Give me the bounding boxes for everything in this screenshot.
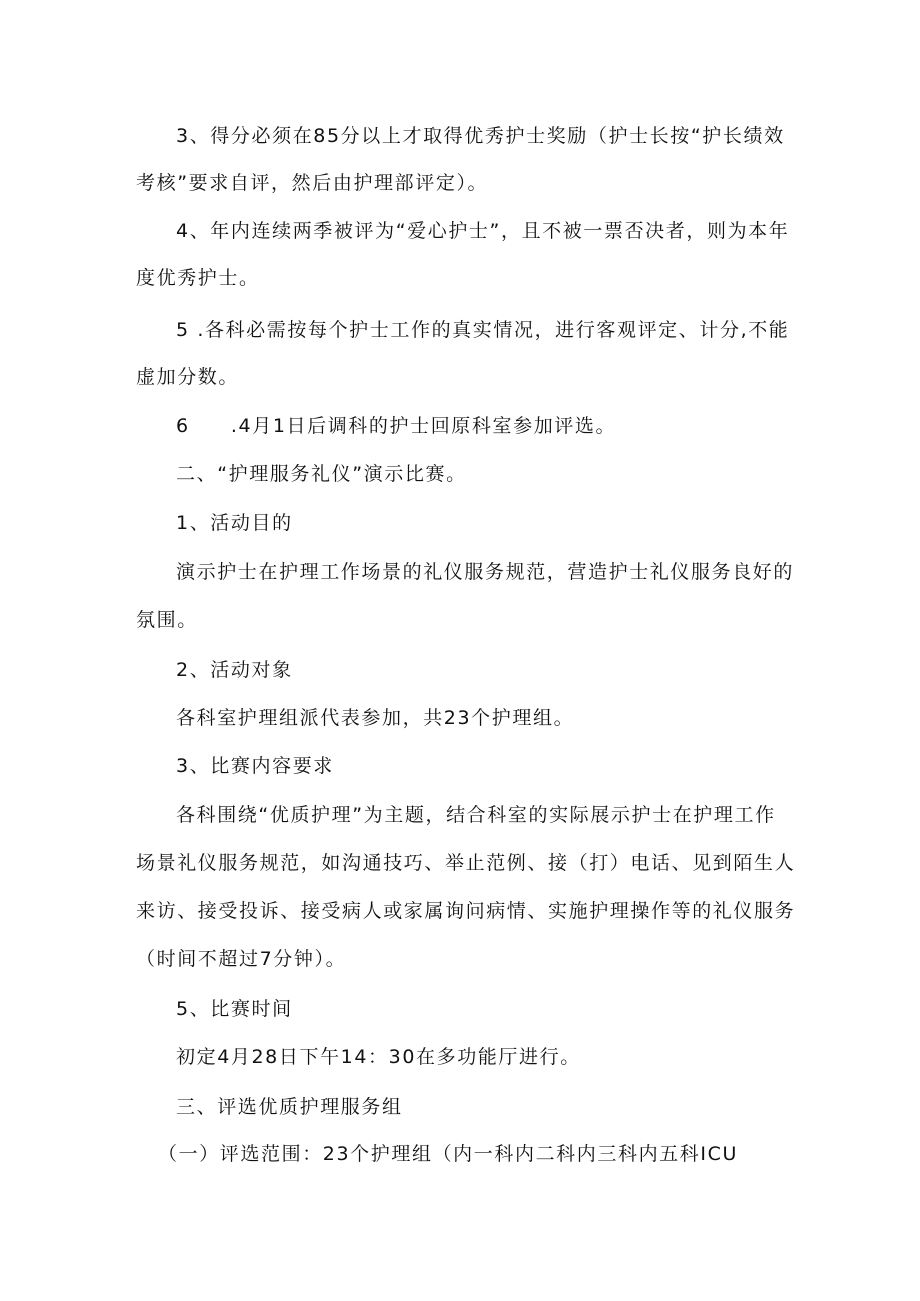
paragraph-line: 3、得分必须在85分以上才取得优秀护士奖励（护士长按“护长绩效 bbox=[176, 125, 785, 147]
paragraph-line: 来访、接受投诉、接受病人或家属询问病情、实施护理操作等的礼仪服务 bbox=[136, 900, 796, 922]
paragraph-line: 初定4月28日下午14：30在多功能厅进行。 bbox=[176, 1046, 581, 1068]
section-heading: 二、“护理服务礼仪”演示比赛。 bbox=[176, 463, 467, 485]
paragraph-line: 度优秀护士。 bbox=[136, 267, 260, 289]
paragraph-line: 场景礼仪服务规范，如沟通技巧、举止范例、接（打）电话、见到陌生人 bbox=[136, 852, 796, 874]
subheading: 5、比赛时间 bbox=[176, 998, 293, 1020]
paragraph-line: 虚加分数。 bbox=[136, 366, 240, 388]
paragraph-line: 6 .4月1日后调科的护士回原科室参加评选。 bbox=[176, 415, 617, 437]
paragraph-line: （一）评选范围：23个护理组（内一科内二科内三科内五科ICU bbox=[158, 1143, 738, 1165]
paragraph-line: 4、年内连续两季被评为“爱心护士”，且不被一票否决者，则为本年 bbox=[176, 220, 790, 242]
paragraph-line: 氛围。 bbox=[136, 609, 198, 631]
paragraph-line: 各科室护理组派代表参加，共23个护理组。 bbox=[176, 707, 575, 729]
subheading: 1、活动目的 bbox=[176, 512, 293, 534]
paragraph-line: 考核”要求自评，然后由护理部评定）。 bbox=[136, 172, 489, 194]
section-heading: 三、评选优质护理服务组 bbox=[176, 1096, 403, 1118]
subheading: 3、比赛内容要求 bbox=[176, 755, 334, 777]
paragraph-line: 各科围绕“优质护理”为主题，结合科室的实际展示护士在护理工作 bbox=[176, 804, 776, 826]
paragraph-line: （时间不超过7分钟）。 bbox=[136, 948, 347, 970]
paragraph-line: 演示护士在护理工作场景的礼仪服务规范，营造护士礼仪服务良好的 bbox=[176, 561, 795, 583]
paragraph-line: 5 .各科必需按每个护士工作的真实情况，进行客观评定、计分,不能 bbox=[176, 319, 790, 341]
subheading: 2、活动对象 bbox=[176, 659, 293, 681]
